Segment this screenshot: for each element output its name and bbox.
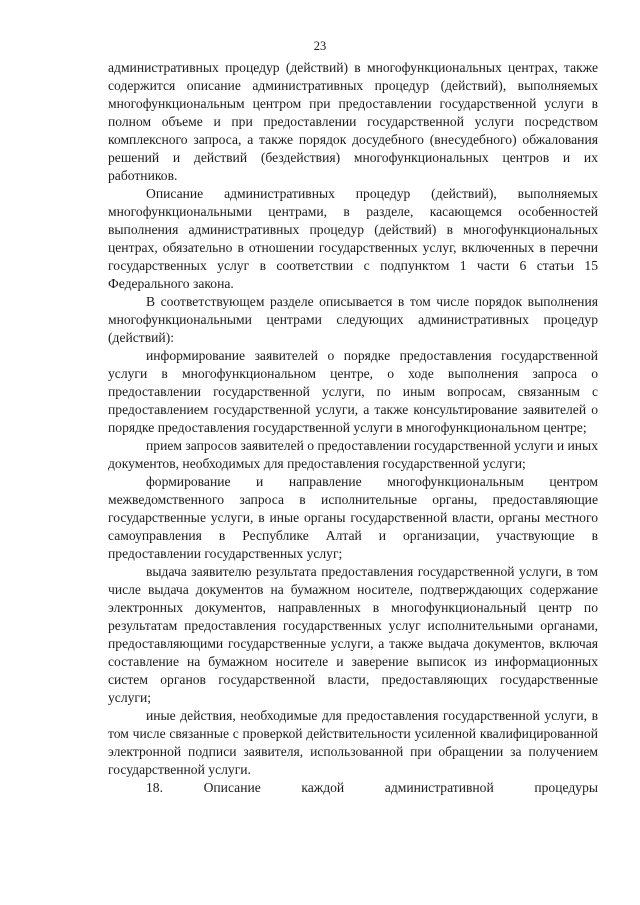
list-item-result-issuance: выдача заявителю результата предоставления государственной услуги, в том числе выдача документов на бумажном носителе, подтверждающих содержание электронных документов, направленных в многофункциональный центр по результатам предоставления государственных услуг исполнительными органами, предоставляющими государственные услуги, а также выдача документов, включая составление на бумажном носителе и заверение выписок из информационных систем органов государственной власти, предоставляющих государственные услуги; bbox=[108, 564, 598, 705]
paragraph-section-procedures: В соответствующем разделе описывается в том числе порядок выполнения многофункциональными центрами следующих административных процедур (действий): bbox=[108, 294, 598, 345]
paragraph-continuation: административных процедур (действий) в многофункциональных центрах, также содержится описание административных процедур (действий), выполняемых многофункциональным центром при предоставлении государственной услуги в полном объеме и при предоставлении государственной услуги посредством комплексного запроса, а также порядок досудебного (внесудебного) обжалования решений и действий (бездействия) многофункциональных центров и их работников. bbox=[108, 60, 598, 183]
page-number: 23 bbox=[313, 39, 327, 53]
list-item-informing: информирование заявителей о порядке предоставления государственной услуги в многофункциональном центре, о ходе выполнения запроса о предоставлении государственной услуги, по иным вопросам, связанным с предоставлением государственной услуги, а также консультирование заявителей о порядке предоставления государственной услуги в многофункциональном центре; bbox=[108, 348, 598, 435]
document-body bbox=[108, 59, 598, 797]
paragraph-item-18: 18. Описание каждой административной процедуры bbox=[146, 780, 598, 795]
list-item-other-actions: иные действия, необходимые для предоставления государственной услуги, в том числе связанные с проверкой действительности усиленной квалифицированной электронной подписи заявителя, использованной при обращении за получением государственной услуги. bbox=[108, 708, 598, 777]
paragraph-mfc-description: Описание административных процедур (действий), выполняемых многофункциональными центрами, в разделе, касающемся особенностей выполнения административных процедур (действий) в многофункциональных центрах, обязательно в отношении государственных услуг, включенных в перечни государственных услуг в соответствии с подпунктом 1 части 6 статьи 15 Федерального закона. bbox=[108, 186, 598, 291]
list-item-interagency-request: формирование и направление многофункциональным центром межведомственного запроса в исполнительные органы, предоставляющие государственные услуги, в иные органы государственной власти, органы местного самоуправления в Республике Алтай и организации, участвующие в предоставлении государственных услуг; bbox=[108, 474, 598, 561]
list-item-request-intake: прием запросов заявителей о предоставлении государственной услуги и иных документов, необходимых для предоставления государственной услуги; bbox=[108, 438, 598, 471]
